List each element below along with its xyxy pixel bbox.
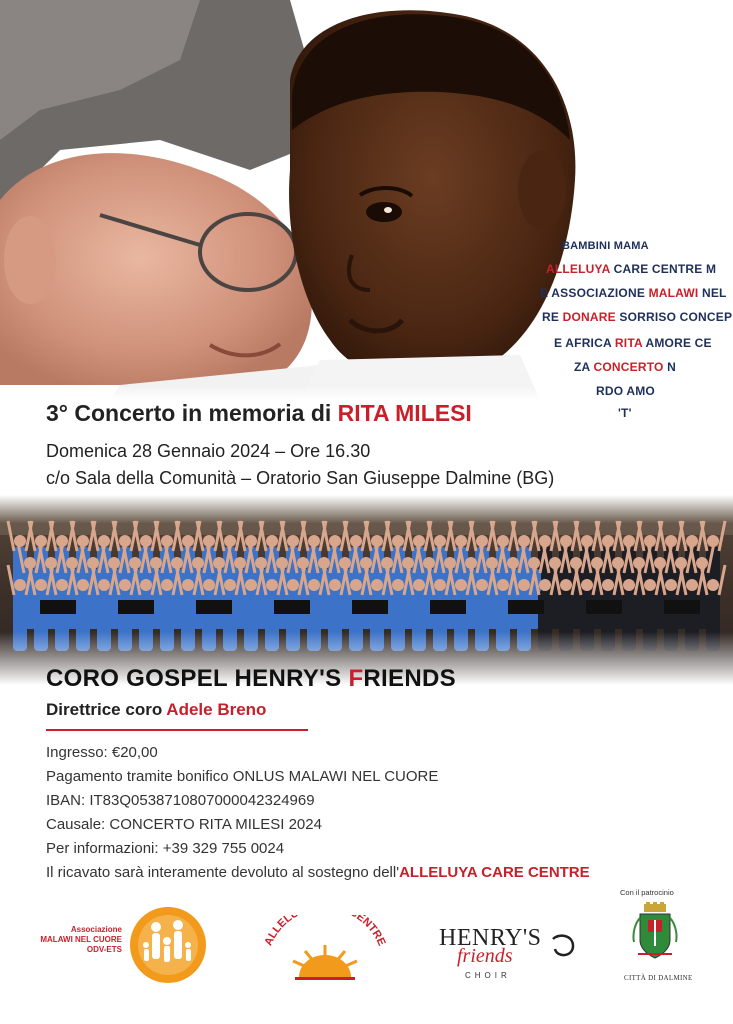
treble-swirl-icon — [547, 931, 577, 961]
dalmine-text: CITTÀ DI DALMINE — [624, 974, 693, 982]
ricavato-prefix: Il ricavato sarà interamente devoluto al sostegno dell' — [46, 864, 400, 881]
event-venue: c/o Sala della Comunità – Oratorio San Giuseppe Dalmine (BG) — [46, 468, 555, 488]
alleluya-care-centre-logo — [255, 915, 395, 985]
heart-word: 'T' — [618, 406, 632, 420]
heart-word: MAMA — [613, 240, 649, 252]
heart-line-4 — [542, 310, 732, 324]
choir-illustration — [0, 495, 733, 685]
sun-icon — [255, 915, 395, 985]
event-date-time: Domenica 28 Gennaio 2024 – Ore 16.30 — [46, 441, 371, 461]
heart-line-1 — [562, 240, 649, 252]
choir-name-b: RIENDS — [363, 665, 456, 692]
word-cloud-heart — [540, 238, 733, 428]
choir-photo — [0, 495, 733, 685]
malawi-line-1: Associazione — [70, 925, 122, 934]
choir-director — [46, 700, 266, 720]
heart-word: DONARE — [562, 310, 620, 324]
heart-word: E ASSOCIAZIONE — [540, 286, 649, 300]
iban-text: IBAN: IT83Q0538710807000042324969 — [46, 792, 315, 809]
dalmine-coat-of-arms-icon — [630, 902, 680, 964]
ingresso-text: Ingresso: €20,00 — [46, 744, 158, 761]
heart-word: SORRISO CONCEP — [619, 310, 733, 324]
concert-title — [46, 400, 472, 427]
heart-line-2 — [546, 262, 716, 276]
dalmine-patronage — [610, 888, 700, 988]
malawi-line-2: MALAWI NEL CUORE — [40, 935, 122, 944]
malawi-logo-text — [40, 925, 122, 955]
heart-line-3 — [540, 286, 727, 300]
choir-name-f: F — [348, 665, 364, 692]
heart-word: RDO AMO — [596, 384, 655, 398]
patrocinio-text: Con il patrocinio — [620, 888, 674, 897]
choir-name — [46, 665, 456, 693]
heart-word: MALAWI — [648, 286, 702, 300]
family-circle-icon — [128, 905, 208, 985]
heart-line-7 — [596, 384, 655, 398]
malawi-line-3: ODV-ETS — [86, 945, 122, 954]
henrys-friends-logo — [435, 925, 580, 985]
title-highlight: RITA MILESI — [337, 400, 472, 426]
heart-line-8 — [618, 406, 632, 420]
heart-word: NEL — [701, 286, 727, 300]
heart-line-5 — [554, 336, 712, 350]
title-prefix: 3° Concerto in memoria di — [46, 400, 338, 426]
henrys-choir-text: CHOIR — [465, 971, 511, 980]
heart-word: RE — [542, 310, 563, 324]
choir-name-a: CORO GOSPEL HENRY'S — [46, 665, 349, 692]
heart-word: ZA — [574, 360, 594, 374]
heart-word: N — [667, 360, 676, 374]
ricavato-highlight: ALLELUYA CARE CENTRE — [399, 864, 590, 881]
alleluya-arc-text: ALLEL ENTRE — [262, 915, 388, 948]
heart-word: CARE CENTRE M — [613, 262, 717, 276]
henrys-friends-text: friends — [457, 945, 513, 967]
director-label: Direttrice coro — [46, 700, 167, 719]
malawi-nel-cuore-logo — [40, 905, 215, 985]
causale-text: Causale: CONCERTO RITA MILESI 2024 — [46, 816, 322, 833]
heart-word: BAMBINI — [562, 240, 614, 252]
heart-word: E AFRICA — [554, 336, 615, 350]
heart-word: AMORE CE — [645, 336, 712, 350]
svg-text:ALLELUYA CARE CENTRE — [262, 915, 387, 948]
informazioni-text: Per informazioni: +39 329 755 0024 — [46, 840, 285, 857]
divider-rule — [46, 729, 308, 731]
heart-word: ALLELUYA — [546, 262, 614, 276]
heart-word: RITA — [614, 336, 646, 350]
director-name: Adele Breno — [166, 700, 267, 719]
heart-word: CONCERTO — [593, 360, 668, 374]
ricavato-text — [46, 864, 590, 881]
heart-line-6 — [574, 360, 676, 374]
pagamento-text: Pagamento tramite bonifico ONLUS MALAWI NEL CUORE — [46, 768, 439, 785]
henrys-main-text: HENRY'S — [439, 925, 542, 951]
